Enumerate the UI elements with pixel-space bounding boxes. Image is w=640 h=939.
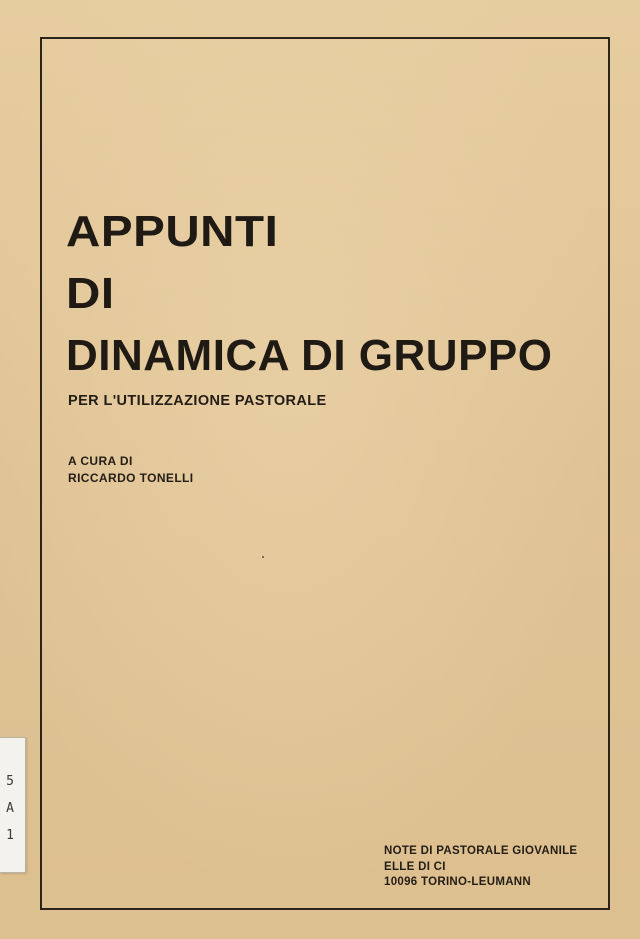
library-shelf-label (0, 737, 26, 873)
paper-speck (262, 556, 264, 558)
editor-label: A CURA DI (68, 454, 133, 468)
shelf-label-char: 1 (6, 828, 14, 843)
publisher-series: NOTE DI PASTORALE GIOVANILE (384, 845, 578, 857)
title-line-dinamica-di-gruppo: DINAMICA DI GRUPPO (66, 331, 553, 380)
shelf-label-char: A (6, 801, 14, 816)
title-line-appunti: APPUNTI (66, 207, 279, 256)
editor-name: RICCARDO TONELLI (68, 471, 194, 485)
title-line-di: DI (66, 269, 115, 318)
shelf-label-char: 5 (6, 774, 14, 789)
subtitle: PER L'UTILIZZAZIONE PASTORALE (68, 393, 327, 409)
publisher-name: ELLE DI CI (384, 861, 446, 873)
publisher-address: 10096 TORINO-LEUMANN (384, 876, 532, 888)
